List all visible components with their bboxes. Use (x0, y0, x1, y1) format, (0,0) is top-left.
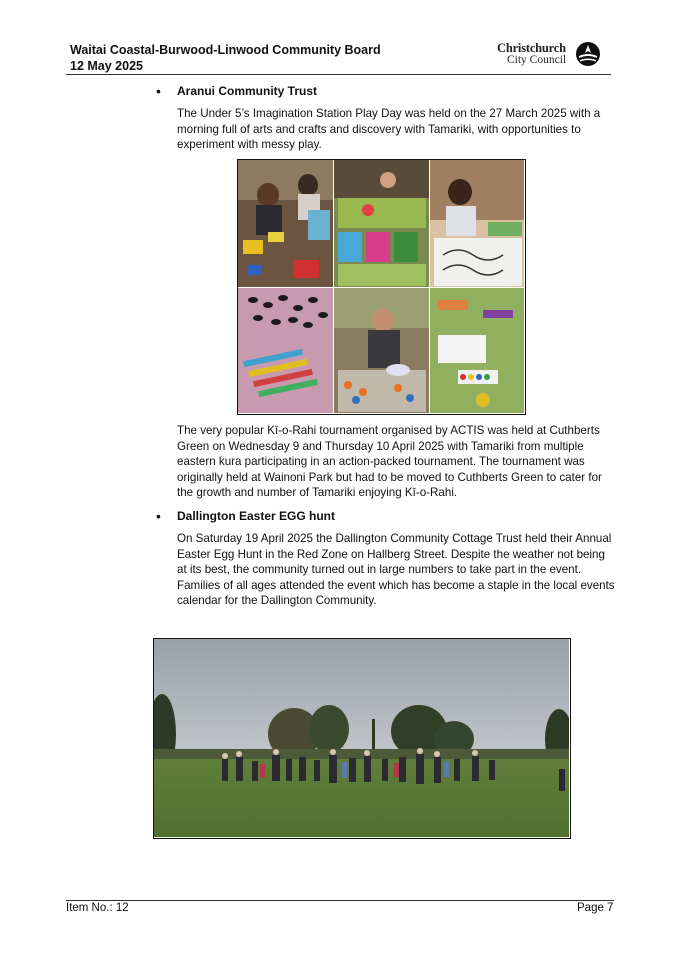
egg-hunt-image (154, 639, 569, 837)
section-heading-dallington: Dallington Easter EGG hunt (177, 509, 336, 523)
bullet-marker: • (156, 83, 161, 99)
dallington-paragraph-1: On Saturday 19 April 2025 the Dallington Community Cottage Trust held their Annual Easter Egg Hunt in the Red Zone on Hallberg Street. Despite the weather not being at its best, the community turned out in large numbers to take part in the event. Families of all ages attended the event which has become a staple in the local events calendar for the Dallington Community. (177, 532, 615, 608)
page-number: Page 7 (577, 902, 614, 914)
section-heading-aranui: Aranui Community Trust (177, 84, 318, 98)
bullet-marker: • (156, 508, 161, 524)
play-day-photo-collage (237, 159, 526, 415)
report-date: 12 May 2025 (70, 59, 143, 73)
easter-egg-hunt-photo (153, 638, 571, 839)
footer-divider (66, 900, 614, 901)
document-header (70, 42, 381, 74)
council-logo (497, 41, 605, 69)
aranui-paragraph-1: The Under 5’s Imagination Station Play Day was held on the 27 March 2025 with a morning full of arts and crafts and discovery with Tamariki, with opportunities to experiment with messy play. (177, 107, 601, 152)
aranui-paragraph-2: The very popular Kī-o-Rahi tournament organised by ACTIS was held at Cuthberts Green on Wednesday 9 and Thursday 10 April 2025 with Tamariki from multiple eastern kura participating in an action-packed tournament. The tournament was originally held at Wainoni Park but had to be moved to Cuthberts Green to cater for the growth and number of Tamariki enjoying Kī-o-Rahi. (177, 424, 602, 500)
header-divider (66, 74, 611, 75)
collage-image (238, 160, 524, 413)
item-number: Item No.: 12 (66, 902, 129, 914)
logo-line2: City Council (507, 54, 567, 66)
board-name: Waitai Coastal-Burwood-Linwood Community Board (70, 43, 381, 57)
logo-line1: Christchurch (497, 41, 566, 55)
council-emblem-icon (575, 41, 601, 67)
